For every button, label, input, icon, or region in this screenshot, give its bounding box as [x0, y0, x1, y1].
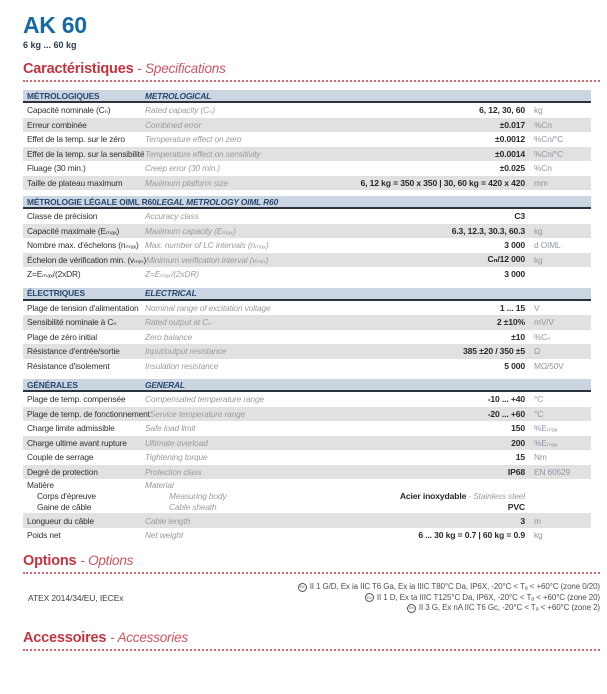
- row-label-en: Temperature effect on zero: [145, 134, 242, 145]
- table-row: [23, 407, 591, 422]
- row-value: ±10: [511, 331, 525, 342]
- row-label-en: Combined error: [145, 119, 202, 130]
- row-value: 3 000: [504, 240, 525, 251]
- table-row: [23, 161, 591, 176]
- section-heading-fr: Options: [23, 553, 77, 570]
- page-title: AK 60: [23, 12, 87, 38]
- row-unit: d OIML: [534, 240, 561, 251]
- row-value: [315, 491, 591, 501]
- table-row: [23, 330, 591, 345]
- table-row: [23, 344, 591, 359]
- row-value: IP68: [507, 466, 525, 477]
- section-heading-fr: Caractéristiques: [23, 61, 134, 77]
- row-unit: Ω: [534, 346, 541, 357]
- table-row: [23, 465, 591, 480]
- atex-options-block: [23, 582, 600, 614]
- row-label-fr: Gaine de câble: [37, 501, 92, 512]
- table-row: [23, 176, 591, 191]
- row-value: 2 ±10%: [496, 317, 525, 328]
- row-label-fr: Capacité maximale (Eₘₐₓ): [27, 225, 120, 236]
- row-value: 385 ±20 / 350 ±5: [463, 346, 525, 357]
- row-label-fr: Poids net: [27, 530, 61, 541]
- table-header-row: [23, 90, 591, 103]
- row-unit: EN 60529: [534, 466, 571, 477]
- row-label-en: Compensated temperature range: [145, 394, 265, 405]
- table-header-en: GENERAL: [145, 379, 185, 390]
- row-value: 3 000: [504, 269, 525, 280]
- row-label-en: Minimum verification interval (vₘᵢₙ): [146, 254, 269, 265]
- row-value-main: PVC: [507, 501, 525, 512]
- table-header-fr: GÉNÉRALES: [27, 379, 78, 390]
- row-label-fr: Charge ultime avant rupture: [27, 437, 127, 448]
- atex-ex-icon: Ex: [365, 593, 374, 602]
- row-label-en: Cable length: [145, 515, 191, 526]
- row-label-en: Cable sheath: [169, 501, 217, 512]
- row-value: 5 000: [504, 360, 525, 371]
- row-label-fr: Nombre max. d'échelons (nₘₐₓ): [27, 240, 139, 251]
- table-row: [23, 132, 591, 147]
- atex-certification-label: ATEX 2014/34/EU, IECEx: [28, 593, 124, 604]
- table-row-group: [23, 479, 591, 513]
- row-value: [315, 502, 591, 512]
- row-label-fr: Longueur du câble: [27, 515, 94, 526]
- row-unit: mm: [534, 177, 548, 188]
- table-legal-metrology: [23, 196, 591, 282]
- group-title-line: [23, 480, 591, 491]
- row-label-en: Rated capacity (Cₙ): [145, 105, 215, 116]
- row-value: 1 ... 15: [499, 302, 525, 313]
- row-label-en: Measuring body: [169, 491, 227, 502]
- row-label-en: Input/output resistance: [145, 346, 227, 357]
- row-unit: %Eₘₐₓ: [534, 437, 558, 448]
- row-label-fr: Degré de protection: [27, 466, 98, 477]
- row-label-fr: Fluage (30 min.): [27, 163, 86, 174]
- row-value: ±0.0014: [495, 148, 525, 159]
- row-label-fr: Couple de serrage: [27, 452, 94, 463]
- row-label-en: Rated output at Cₙ: [145, 317, 212, 328]
- row-value: 6, 12, 30, 60: [479, 105, 525, 116]
- row-value-main: Acier inoxydable: [399, 491, 467, 502]
- table-row: [23, 528, 591, 543]
- row-label-fr: Classe de précision: [27, 211, 98, 222]
- atex-option-line: [123, 582, 600, 593]
- row-label-fr: Échelon de vérification min. (vₘᵢₙ): [27, 254, 147, 265]
- row-label-fr: Plage de zéro initial: [27, 331, 97, 342]
- table-row: [23, 147, 591, 162]
- row-label-en: Insulation resistance: [145, 360, 219, 371]
- table-body: [23, 392, 591, 542]
- row-label-en: Maximum capacity (Eₘₐₓ): [145, 225, 236, 236]
- row-unit: %Eₘₐₓ: [534, 423, 558, 434]
- table-header-row: [23, 288, 591, 301]
- section-heading-fr: Accessoires: [23, 629, 107, 646]
- row-value: 3: [520, 515, 525, 526]
- atex-ex-icon: Ex: [298, 583, 307, 592]
- table-row: [23, 301, 591, 316]
- row-label-en: Safe load limit: [145, 423, 196, 434]
- atex-line-text: II 1 D, Ex ta IIIC T125°C Da, IP6X, -20°C < Tₐ < +60°C (zone 20): [376, 592, 600, 602]
- table-body: [23, 103, 591, 190]
- row-unit: %Cn: [534, 119, 552, 130]
- section-heading-en: - Accessories: [110, 629, 189, 645]
- row-unit: mV/V: [534, 317, 554, 328]
- section-heading-en: - Options: [80, 553, 134, 569]
- row-label-en: Net weight: [145, 530, 184, 541]
- row-label-fr: Effet de la temp. sur la sensibilité: [27, 148, 145, 159]
- row-label-fr: Plage de temp. de fonctionnement: [27, 408, 150, 419]
- table-header-fr: MÉTROLOGIE LÉGALE OIML R60: [27, 196, 157, 207]
- atex-option-line: [123, 603, 600, 614]
- section-heading-specifications: [23, 61, 600, 82]
- capacity-range-subtitle: 6 kg ... 60 kg: [23, 40, 77, 50]
- group-sub-line: [23, 502, 591, 513]
- row-unit: m: [534, 515, 541, 526]
- row-label-en: Z=Eₘₐₓ/(2xDR): [145, 269, 199, 280]
- table-row: [23, 238, 591, 253]
- table-metrological: [23, 90, 591, 190]
- row-label-en: Tightening torque: [145, 452, 208, 463]
- table-row: [23, 267, 591, 282]
- group-sub-line: [23, 491, 591, 502]
- row-label-en: Ultimate overload: [145, 437, 208, 448]
- row-value: 6.3, 12.3, 30.3, 60.3: [451, 225, 525, 236]
- table-header-row: [23, 196, 591, 209]
- row-label-en: Zero balance: [145, 331, 193, 342]
- table-row: [23, 224, 591, 239]
- row-label-fr: Plage de temp. compensée: [27, 394, 126, 405]
- row-label-fr: Plage de tension d'alimentation: [27, 302, 139, 313]
- table-header-fr: ÉLECTRIQUES: [27, 288, 85, 298]
- atex-line-text: II 1 G/D, Ex ia IIC T6 Ga, Ex ia IIIC T80°C Da, IP6X, -20°C < Tₐ < +60°C (zone 0/20): [309, 582, 600, 592]
- row-label-fr: Z=Eₘₐₓ/(2xDR): [27, 269, 81, 280]
- row-unit: %Cₙ: [534, 331, 551, 342]
- row-unit: kg: [534, 225, 543, 236]
- row-unit: kg: [534, 530, 543, 541]
- row-label-fr: Résistance d'entrée/sortie: [27, 346, 120, 357]
- row-value: ±0.017: [499, 119, 525, 130]
- table-row: [23, 513, 591, 528]
- row-label-en: Creep error (30 min.): [145, 163, 221, 174]
- row-label-en: Service temperature range: [149, 408, 246, 419]
- row-label-en: Max. number of LC intervals (nₘₐₓ): [145, 240, 269, 251]
- row-label-en: Material: [145, 480, 174, 491]
- row-label-en: Accuracy class: [145, 211, 199, 222]
- row-value: 150: [511, 423, 525, 434]
- table-header-en: LEGAL METROLOGY OIML R60: [156, 196, 279, 207]
- row-value: -10 ... +40: [487, 394, 525, 405]
- atex-option-lines: [123, 582, 600, 614]
- atex-ex-icon: Ex: [407, 604, 416, 613]
- table-row: [23, 209, 591, 224]
- section-heading-options: [23, 553, 600, 574]
- row-unit: °C: [534, 394, 544, 405]
- row-unit: kg: [534, 254, 543, 265]
- row-unit: %Cn/°C: [534, 134, 563, 145]
- row-label-fr: Résistance d'isolement: [27, 360, 110, 371]
- row-value: C3: [514, 211, 525, 222]
- row-label-fr: Capacité nominale (Cₙ): [27, 105, 111, 116]
- table-electrical: [23, 288, 591, 374]
- row-value: 6, 12 kg = 350 x 350 | 30, 60 kg = 420 x 420: [360, 177, 525, 188]
- row-label-en: Nominal range of excitation voltage: [145, 302, 271, 313]
- atex-option-line: [123, 593, 600, 604]
- table-body: [23, 209, 591, 282]
- row-label-fr: Erreur combinée: [27, 119, 87, 130]
- row-value-note: - Stainless steel: [466, 491, 525, 502]
- row-value: -20 ... +60: [487, 408, 525, 419]
- row-label-en: Temperature effect on sensitivity: [145, 148, 261, 159]
- row-unit: %Cn/°C: [534, 148, 563, 159]
- table-header-fr: MÉTROLOGIQUES: [27, 90, 100, 101]
- atex-line-text: II 3 G, Ex nA IIC T6 Gc, -20°C < Tₐ < +60°C (zone 2): [418, 603, 600, 613]
- table-row: [23, 315, 591, 330]
- row-label-fr: Corps d'épreuve: [37, 491, 96, 502]
- row-value: 6 ... 30 kg = 0.7 | 60 kg = 0.9: [418, 530, 525, 541]
- row-label-en: Protection class: [145, 466, 202, 477]
- section-heading-en: - Specifications: [137, 61, 226, 76]
- row-label-fr: Sensibilité nominale à Cₙ: [27, 317, 117, 328]
- table-row: [23, 359, 591, 374]
- table-row: [23, 436, 591, 451]
- table-row: [23, 421, 591, 436]
- table-general: [23, 379, 591, 542]
- table-header-row: [23, 379, 591, 392]
- table-row: [23, 103, 591, 118]
- row-unit: kg: [534, 105, 543, 116]
- row-label-fr: Effet de la temp. sur le zéro: [27, 134, 125, 145]
- row-unit: °C: [534, 408, 544, 419]
- section-heading-accessories: [23, 630, 600, 651]
- table-header-en: METROLOGICAL: [145, 90, 212, 101]
- row-value: ±0.025: [499, 163, 525, 174]
- row-unit: Nm: [534, 452, 547, 463]
- table-row: [23, 253, 591, 268]
- row-label-fr: Taille de plateau maximum: [27, 177, 123, 188]
- row-unit: %Cn: [534, 163, 552, 174]
- table-header-en: ELECTRICAL: [145, 288, 197, 298]
- table-row: [23, 392, 591, 407]
- row-label-fr: Charge limite admissible: [27, 423, 115, 434]
- row-unit: V: [534, 302, 540, 313]
- table-body: [23, 301, 591, 374]
- row-unit: MΩ/50V: [534, 360, 564, 371]
- row-value: ±0.0012: [495, 134, 525, 145]
- row-value: 200: [511, 437, 525, 448]
- row-label-en: Maximum platform size: [145, 177, 228, 188]
- row-value: Cₙ/12 000: [487, 254, 525, 265]
- table-row: [23, 118, 591, 133]
- row-value: 15: [515, 452, 525, 463]
- row-label-fr: Matière: [27, 480, 54, 491]
- table-row: [23, 450, 591, 465]
